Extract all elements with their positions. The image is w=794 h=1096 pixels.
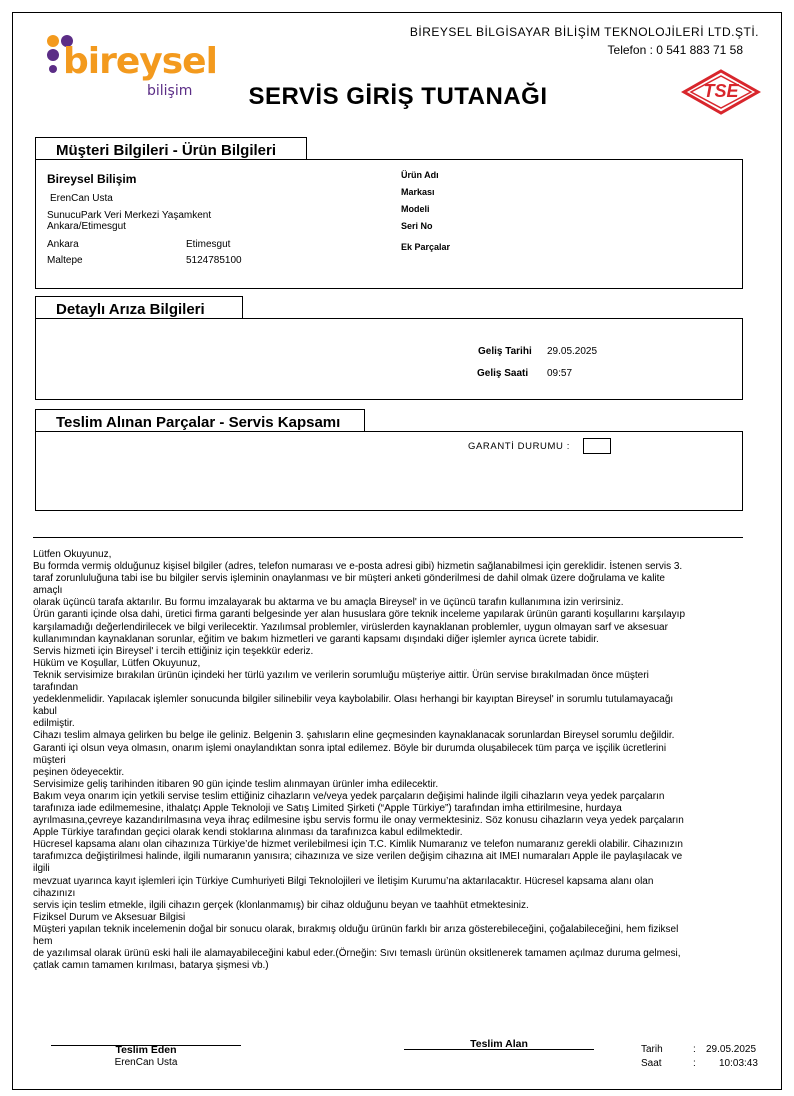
time-separator: : [693, 1058, 696, 1069]
delivered-by-name: ErenCan Usta [114, 1057, 178, 1068]
terms-line: Garanti içi olsun veya olmasın, onarım işlemi onaylandıktan sonra iptal edilemez. Böyle bir durumda oluşabilecek tüm parça ve işçilik ücretlerini [33, 742, 667, 754]
terms-line: amaçlı [33, 585, 63, 597]
terms-line: edilmiştir. [33, 718, 75, 730]
terms-line: Servisimize geliş tarihinden itibaren 90 gün içinde teslim alınmayan ürünler imha edilecektir. [33, 778, 439, 790]
terms-line: Bu formda vermiş olduğunuz kişisel bilgiler (adres, telefon numarası ve e-posta adresi gibi) hizmetin sağlanabilmesi için gereklidir. İstenen servis 3. [33, 561, 683, 573]
customer-contact: ErenCan Usta [50, 193, 113, 204]
company-name: BİREYSEL BİLGİSAYAR BİLİŞİM TEKNOLOJİLERİ LTD.ŞTİ. [409, 25, 759, 39]
terms-line: karşılamadığı değerlendirilecek ve bilgi verilecektir. Yazılımsal problemler, virüslerden kaynaklanan problemler, uygun olmayan sarf ve aksesuar [33, 621, 668, 633]
terms-line: tarafımızca değiştirilmesi halinde, ilgili numaranın yanısıra; cihazınıza ve size verilen değişim cihazına ait IMEI numaraları Apple ile paylaşılacak ve [33, 851, 683, 863]
terms-line: hem [33, 936, 53, 947]
terms-line: kabul [33, 706, 57, 718]
terms-line: Apple Türkiye tarafından geçici olarak kendi stoklarına alınması da tarafınızca kabul edilmektedir. [33, 827, 463, 839]
delivered-by-signature-line [51, 1045, 241, 1046]
time-label: Saat [641, 1058, 662, 1069]
company-phone: Telefon : 0 541 883 71 58 [607, 43, 743, 57]
customer-area: Maltepe [47, 255, 83, 266]
terms-text [33, 549, 755, 972]
customer-address-line1: SunucuPark Veri Merkezi Yaşamkent [47, 210, 212, 221]
product-model-label: Modeli [401, 204, 430, 214]
terms-line: olarak üçüncü tarafa aktarılır. Bu formu imzalayarak bu aktarma ve bu amaçla Bireysel' in ve üçüncü tarafın kullanımına izin verirsiniz. [33, 597, 624, 609]
terms-line: tarafından [33, 682, 79, 694]
date-label: Tarih [641, 1044, 663, 1055]
arrival-time-label: Geliş Saati [477, 368, 529, 379]
terms-line: Müşteri yapılan teknik incelemenin doğal bir sonucu olarak, bırakmış olduğu ürünün farklı bir arıza gösterebileceğini, çoğalabileceğini, hem fiziksel [33, 923, 679, 935]
terms-line: Cihazı teslim almaya gelirken bu belge ile geliniz. Belgenin 3. şahısların eline geçmesinden kaynaklanacak sorunlardan Bireysel sorumlu değildir. [33, 730, 675, 742]
fault-section-heading: Detaylı Arıza Bilgileri [35, 296, 243, 318]
terms-line: ilgili [33, 863, 50, 875]
terms-line: Bakım veya onarım için yetkili servise teslim ettiğiniz cihazların ve/veya yedek parçaların değişimi halinde ilgili cihazların veya yedek parçaların [33, 790, 665, 802]
warranty-status-box[interactable] [583, 438, 611, 454]
product-brand-label: Markası [401, 187, 435, 197]
product-extras-label: Ek Parçalar [401, 242, 451, 252]
arrival-time: 09:57 [547, 368, 573, 379]
customer-district: Etimesgut [186, 239, 231, 250]
customer-section-heading: Müşteri Bilgileri - Ürün Bilgileri [35, 137, 307, 159]
terms-line: servis için teslim etmekle, ilgili cihazın gerçek (klonlanmamış) bir cihaz olduğunu beyan ve taahhüt etmektesiniz. [33, 899, 529, 911]
product-name-label: Ürün Adı [401, 170, 439, 180]
terms-divider [33, 537, 743, 538]
fault-section-box [35, 318, 743, 400]
terms-line: Ürün garanti içinde olsa dahi, üretici firma garanti belgesinde yer alan hususlara göre teknik inceleme yapılarak ürünün garanti koşullarını karşılayıp [33, 609, 686, 621]
terms-line: çatlak camın tamamen kırılması, batarya şişmesi vb.) [33, 960, 269, 972]
tse-text: TSE [703, 81, 739, 101]
page-title: SERVİS GİRİŞ TUTANAĞI [248, 83, 548, 110]
terms-line: de yazılımsal olarak ürünü eski hali ile alamayabileceğini kabul eder.(Örneğin: Sıvı temaslı ürünün oksitlenerek tamamen açılmaz duruma gelmesi, [33, 948, 681, 960]
terms-line: taraf zorunluluğuna tabi ise bu bilgiler servis işleminin onaylanması ve bir müşteri anketi gönderilmesi de dahil olmak üzere doğrulama ve kalite [33, 573, 665, 585]
terms-line: Hüküm ve Koşullar, Lütfen Okuyunuz, [33, 657, 201, 669]
logo-text: bireysel [63, 41, 217, 82]
customer-phone: 5124785100 [186, 255, 242, 266]
tse-logo [681, 68, 761, 116]
arrival-date: 29.05.2025 [547, 346, 598, 357]
terms-line: Teknik servisimize bırakılan ürünün içindeki her türlü yazılım ve verilerin sorumluğu müşteriye aittir. Ürün servise bırakılmadan önce müşteri [33, 669, 649, 681]
terms-line: müşteri [33, 754, 66, 766]
warranty-label: GARANTİ DURUMU : [468, 441, 570, 452]
terms-line: peşinen ödeyecektir. [33, 766, 125, 778]
terms-line: Lütfen Okuyunuz, [33, 549, 112, 560]
terms-line: mevzuat uyarınca kayıt işlemleri için Türkiye Cumhuriyeti Bilgi Teknolojileri ve İletişim Kurumu’na aktarılacaktır. Hücresel kapsama alanı olan [33, 875, 654, 887]
time-value: 10:03:43 [719, 1058, 758, 1069]
product-serial-label: Seri No [401, 221, 433, 231]
terms-line: kullanımından kaynaklanan sorunlar, eğitim ve bakım hizmetleri ve garanti kapsamı dışındaki diğer işlemler ayrıca ücrete tabidir. [33, 633, 599, 645]
customer-city: Ankara [47, 239, 79, 250]
terms-line: Servis hizmeti için Bireysel' i tercih ettiğiniz için teşekkür ederiz. [33, 645, 314, 657]
customer-address-line2: Ankara/Etimesgut [47, 221, 126, 232]
date-separator: : [693, 1044, 696, 1055]
terms-line: Hücresel kapsama alanı olan cihazınıza Türkiye’de hizmet verilebilmesi için T.C. Kimlik Numaranız ve telefon numaranız gerekli olabilir. Cihazınızın [33, 839, 683, 851]
delivered-by-label: Teslim Eden [115, 1044, 177, 1056]
customer-company: Bireysel Bilişim [47, 172, 137, 186]
parts-section-box [35, 431, 743, 511]
arrival-date-label: Geliş Tarihi [478, 346, 532, 357]
received-by-label: Teslim Alan [470, 1038, 528, 1050]
customer-section-box [35, 159, 743, 289]
terms-line: ayrılmasına,çevreye kazandırılmasına veya ihraç edilmesine işbu servis formu ile onay vermektesiniz. Söz konusu cihazların veya yedek parçaların [33, 815, 684, 827]
logo-subtext: bilişim [147, 83, 193, 99]
terms-line: Fiziksel Durum ve Aksesuar Bilgisi [33, 911, 186, 923]
terms-line: tarafınıza iade edilmemesine, ithalatçı Apple Teknoloji ve Satış Limited Şirketi (“Apple Türkiye”) tarafından imha ettirilmesine, hurdaya [33, 802, 622, 814]
parts-section-heading: Teslim Alınan Parçalar - Servis Kapsamı [35, 409, 365, 431]
terms-line: yedeklenmelidir. Yapılacak işlemler sonucunda bilgiler silinebilir veya kaybolabilir. Olası herhangi bir kayıptan Bireysel' in sorumlu tutulamayacağı [33, 694, 674, 706]
date-value: 29.05.2025 [706, 1044, 757, 1055]
terms-line: cihazınızı [33, 887, 76, 899]
service-form-page [12, 12, 782, 1090]
